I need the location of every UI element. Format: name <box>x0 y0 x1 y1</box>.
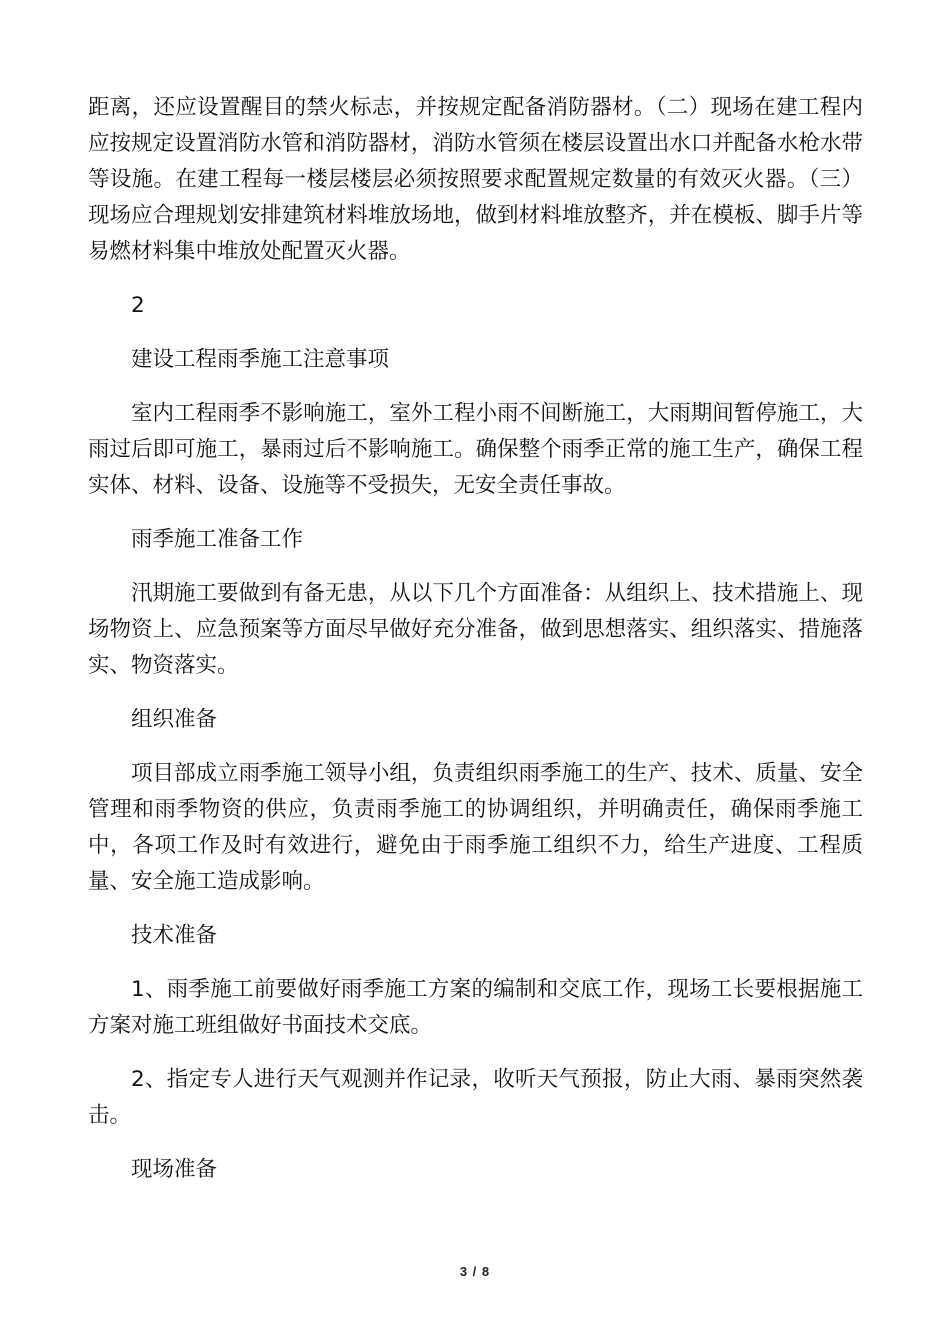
paragraph-rainy-season-goals: 室内工程雨季不影响施工，室外工程小雨不间断施工，大雨期间暂停施工，大雨过后即可施工，暴雨过后不影响施工。确保整个雨季正常的施工生产，确保工程实体、材料、设备、设施等不受损失，无安全责任事故。 <box>88 401 863 498</box>
section-number: 2 <box>131 293 145 318</box>
list-item-technical-1: 1、雨季施工前要做好雨季施工方案的编制和交底工作，现场工长要根据施工方案对施工班组做好书面技术交底。 <box>88 977 863 1038</box>
page-number: 3 / 8 <box>459 1264 491 1279</box>
heading-technical-preparation: 技术准备 <box>131 923 218 948</box>
heading-site-preparation: 现场准备 <box>131 1157 218 1182</box>
heading-rainy-season-notes: 建设工程雨季施工注意事项 <box>131 347 390 372</box>
document-body <box>88 90 863 1188</box>
heading-preparation-work: 雨季施工准备工作 <box>131 527 304 552</box>
list-item-technical-2: 2、指定专人进行天气观测并作记录，收听天气预报，防止大雨、暴雨突然袭击。 <box>88 1067 863 1128</box>
paragraph-organization-details: 项目部成立雨季施工领导小组，负责组织雨季施工的生产、技术、质量、安全管理和雨季物资的供应，负责雨季施工的协调组织，并明确责任，确保雨季施工中，各项工作及时有效进行，避免由于雨季施工组织不力，给生产进度、工程质量、安全施工造成影响。 <box>88 761 863 894</box>
heading-organization-preparation: 组织准备 <box>131 707 218 732</box>
paragraph-flood-season-preparation: 汛期施工要做到有备无患，从以下几个方面准备：从组织上、技术措施上、现场物资上、应急预案等方面尽早做好充分准备，做到思想落实、组织落实、措施落实、物资落实。 <box>88 581 863 678</box>
paragraph-fire-safety-continued: 距离，还应设置醒目的禁火标志，并按规定配备消防器材。（二）现场在建工程内应按规定设置消防水管和消防器材，消防水管须在楼层设置出水口并配备水枪水带等设施。在建工程每一楼层楼层必须按照要求配置规定数量的有效灭火器。（三）现场应合理规划安排建筑材料堆放场地，做到材料堆放整齐，并在模板、脚手片等易燃材料集中堆放处配置灭火器。 <box>88 95 863 264</box>
